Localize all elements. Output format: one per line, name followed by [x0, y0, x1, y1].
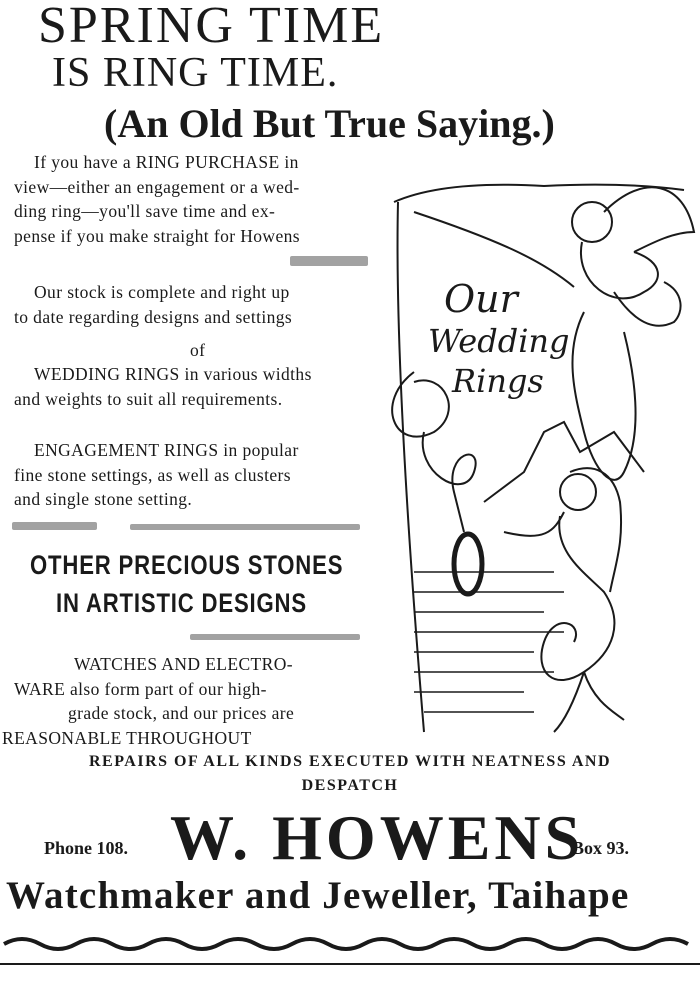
rock-column [572, 312, 635, 480]
cupid-body [581, 242, 658, 298]
engagement-line: and single stone setting. [14, 489, 193, 509]
sea-lines [414, 572, 564, 712]
stones-line-2: IN ARTISTIC DESIGNS [56, 588, 307, 618]
of-word: of [190, 340, 206, 360]
fishing-line [414, 212, 574, 287]
script-rings: Rings [452, 362, 544, 400]
business-name: W. HOWENS [170, 802, 585, 873]
repairs-line-2: DESPATCH [301, 777, 399, 794]
footer-tagline: Watchmaker and Jeweller, Taihape [6, 874, 630, 917]
mermaid-head [560, 474, 596, 510]
wedding-rings-illustration [384, 172, 696, 742]
intro-line: If you have a RING PURCHASE in [34, 152, 299, 172]
ink-smudge [190, 634, 360, 640]
mountains [484, 422, 644, 502]
wedding-line: WEDDING RINGS in various widths [34, 364, 312, 384]
ink-smudge [130, 524, 360, 530]
script-wedding: Wedding [428, 322, 570, 360]
headline-is-ring-time: IS RING TIME. [52, 50, 339, 96]
ink-smudge [12, 522, 97, 530]
cupid-head [572, 202, 612, 242]
cupid-wing [604, 187, 694, 252]
box-number: Box 93. [572, 838, 630, 858]
phone-number: Phone 108. [44, 838, 129, 858]
stones-line-1: OTHER PRECIOUS STONES [30, 550, 344, 580]
intro-line: pense if you make straight for Howens [14, 225, 300, 246]
engagement-paragraph [14, 438, 382, 512]
intro-line: ding ring—you'll save time and ex- [14, 201, 276, 221]
stock-paragraph [14, 280, 382, 329]
line-loop [423, 432, 476, 532]
intro-line: view—either an engagement or a wed- [14, 176, 300, 197]
headline-saying: (An Old But True Saying.) [104, 101, 555, 146]
wedding-paragraph [14, 362, 382, 411]
ink-smudge [290, 256, 368, 266]
engagement-line: fine stone settings, as well as clusters [14, 464, 291, 485]
wavy-border-rule [0, 930, 700, 970]
watches-line: REASONABLE THROUGHOUT [2, 727, 252, 748]
watches-line: grade stock, and our prices are [68, 703, 295, 723]
stock-line: to date regarding designs and settings [14, 306, 293, 327]
repairs-line-1: REPAIRS OF ALL KINDS EXECUTED WITH NEATNESS AND [88, 753, 611, 770]
frame-top [394, 185, 684, 202]
script-our: Our [444, 277, 518, 321]
watches-paragraph [2, 652, 384, 750]
mermaid-fin [554, 672, 624, 732]
stock-line: Our stock is complete and right up [34, 282, 290, 302]
mermaid-arm [504, 512, 564, 536]
watches-line: WARE also form part of our high- [14, 678, 267, 699]
intro-paragraph [14, 150, 382, 248]
cupid-cloud [614, 282, 681, 326]
watches-line: WATCHES AND ELECTRO- [74, 654, 293, 674]
wedding-line: and weights to suit all requirements. [14, 388, 283, 409]
mermaid-tail [541, 516, 614, 680]
headline-spring-time: SPRING TIME [38, 0, 385, 54]
ring-buoy [454, 534, 482, 594]
engagement-line: ENGAGEMENT RINGS in popular [34, 440, 299, 460]
